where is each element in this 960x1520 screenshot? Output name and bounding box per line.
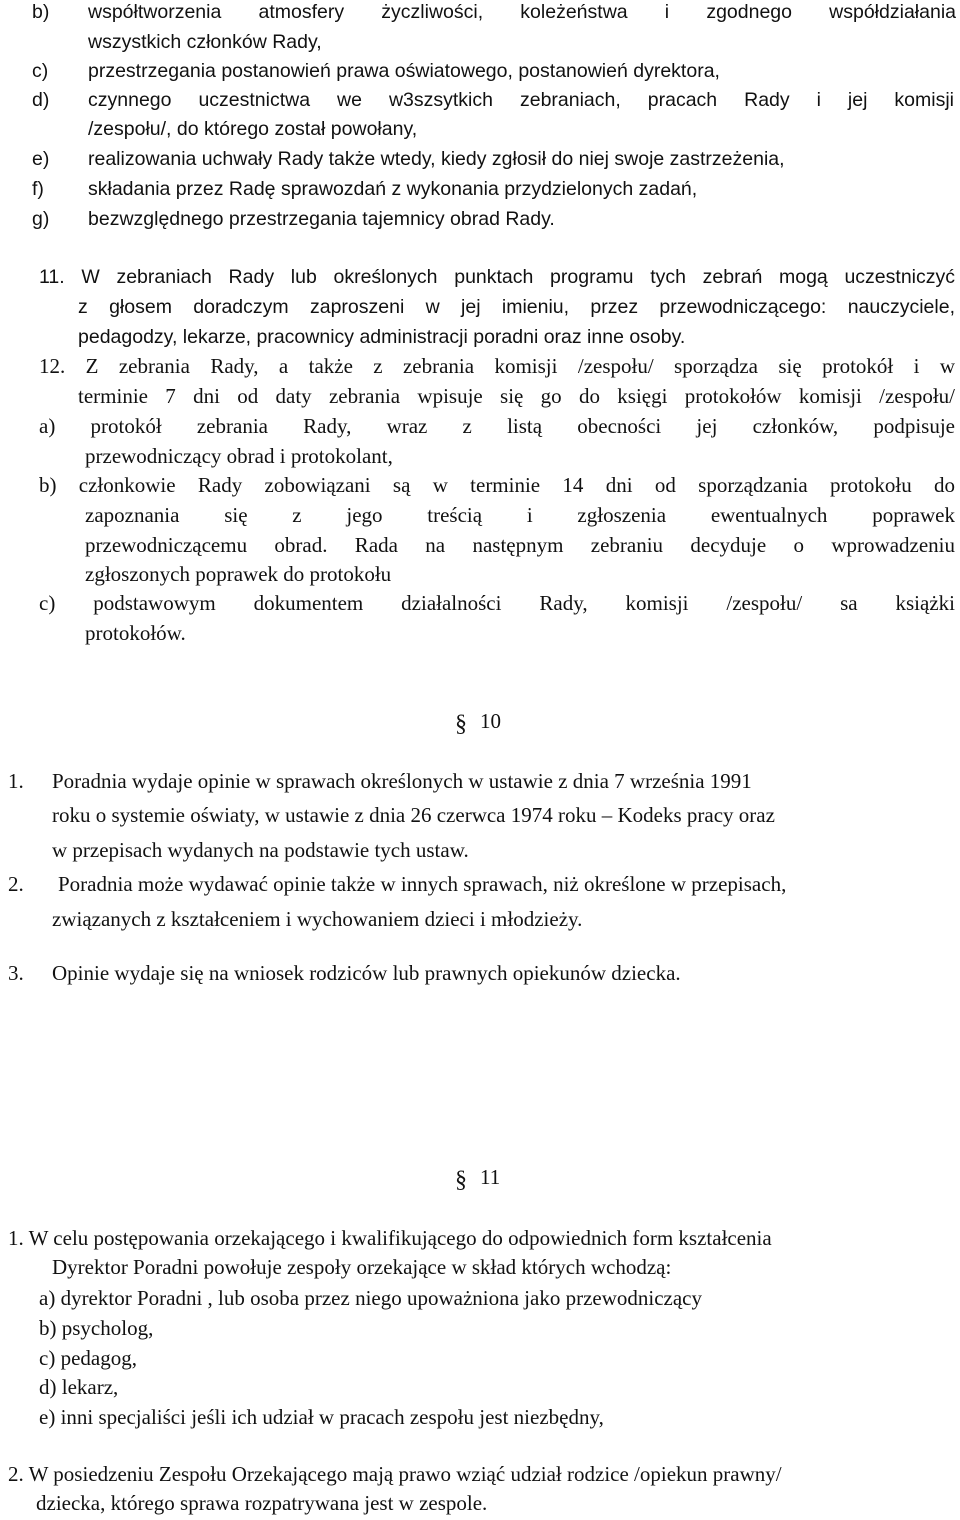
list-item: przestrzegania postanowień prawa oświatowego, postanowień dyrektora, — [88, 60, 720, 82]
list-item: e) inni specjaliści jeśli ich udział w pracach zespołu jest niezbędny, — [39, 1405, 604, 1429]
paragraph-line: z głosem doradczym zaproszeni w jej imieniu, przez przewodniczącego: nauczyciele, — [78, 296, 955, 318]
paragraph-line: terminie 7 dni od daty zebrania wpisuje się go do księgi protokołów komisji /zespołu/ — [78, 384, 955, 408]
list-item-continued: przewodniczący obrad i protokolant, — [85, 444, 393, 468]
paragraph-line: 12. Z zebrania Rady, a także z zebrania komisji /zespołu/ sporządza się protokół i w — [39, 354, 955, 378]
item-line: związanych z kształceniem i wychowaniem dzieci i młodzieży. — [52, 907, 583, 931]
list-item-continued: protokołów. — [85, 621, 186, 645]
section-symbol: § — [455, 1167, 467, 1193]
list-marker: g) — [32, 208, 50, 230]
list-item: współtworzenia atmosfery życzliwości, koleżeństwa i zgodnego współdziałania — [88, 1, 956, 23]
list-item: c) podstawowym dokumentem działalności Rady, komisji /zespołu/ sa książki — [39, 591, 955, 615]
list-item: d) lekarz, — [39, 1375, 119, 1399]
item-line: w przepisach wydanych na podstawie tych ustaw. — [52, 838, 469, 862]
item-line: Opinie wydaje się na wniosek rodziców lub prawnych opiekunów dziecka. — [52, 961, 681, 985]
section-symbol: § — [455, 711, 467, 737]
list-item: b) członkowie Rady zobowiązani są w terminie 14 dni od sporządzania protokołu do — [39, 473, 955, 497]
list-item: a) protokół zebrania Rady, wraz z listą obecności jej członków, podpisuje — [39, 414, 955, 438]
list-marker: d) — [32, 89, 50, 111]
list-marker: e) — [32, 148, 50, 170]
list-item-continued: /zespołu/, do którego został powołany, — [88, 118, 418, 140]
list-item-continued: przewodniczącemu obrad. Rada na następnym zebraniu decyduje o wprowadzeniu — [85, 533, 955, 557]
list-marker: b) — [32, 1, 50, 23]
list-item: c) pedagog, — [39, 1346, 137, 1370]
item-line: roku o systemie oświaty, w ustawie z dnia 26 czerwca 1974 roku – Kodeks pracy oraz — [52, 803, 775, 827]
list-item-continued: wszystkich członków Rady, — [88, 31, 322, 53]
paragraph-line: dziecka, którego sprawa rozpatrywana jest w zespole. — [36, 1491, 488, 1515]
section-number: 10 — [480, 709, 501, 733]
list-item: czynnego uczestnictwa we w3szsytkich zebraniach, pracach Rady i jej komisji — [88, 89, 954, 111]
list-marker: f) — [32, 178, 44, 200]
paragraph-line: 2. W posiedzeniu Zespołu Orzekającego mają prawo wziąć udział rodzice /opiekun prawny/ — [8, 1462, 782, 1486]
list-item: realizowania uchwały Rady także wtedy, kiedy zgłosił do niej swoje zastrzeżenia, — [88, 148, 785, 170]
paragraph-line: 1. W celu postępowania orzekającego i kwalifikującego do odpowiednich form kształcenia — [8, 1226, 772, 1250]
list-item: a) dyrektor Poradni , lub osoba przez niego upoważniona jako przewodniczący — [39, 1286, 703, 1310]
paragraph-line: Dyrektor Poradni powołuje zespoły orzekające w skład których wchodzą: — [52, 1255, 672, 1279]
item-number: 1. — [8, 769, 24, 793]
section-number: 11 — [480, 1165, 501, 1189]
list-marker: c) — [32, 60, 49, 82]
paragraph-line: pedagodzy, lekarze, pracownicy administracji poradni oraz inne osoby. — [78, 326, 686, 348]
item-number: 2. — [8, 872, 24, 896]
list-item: b) psycholog, — [39, 1316, 154, 1340]
list-item: bezwzględnego przestrzegania tajemnicy obrad Rady. — [88, 208, 555, 230]
item-number: 3. — [8, 961, 24, 985]
item-line: Poradnia wydaje opinie w sprawach określonych w ustawie z dnia 7 września 1991 — [52, 769, 752, 793]
paragraph-line: 11. W zebraniach Rady lub określonych punktach programu tych zebrań mogą uczestniczyć — [39, 266, 955, 288]
list-item: składania przez Radę sprawozdań z wykonania przydzielonych zadań, — [88, 178, 698, 200]
list-item-continued: zgłoszonych poprawek do protokołu — [85, 562, 392, 586]
item-line: Poradnia może wydawać opinie także w innych sprawach, niż określone w przepisach, — [58, 872, 787, 896]
list-item-continued: zapoznania się z jego treścią i zgłoszenia ewentualnych poprawek — [85, 503, 955, 527]
